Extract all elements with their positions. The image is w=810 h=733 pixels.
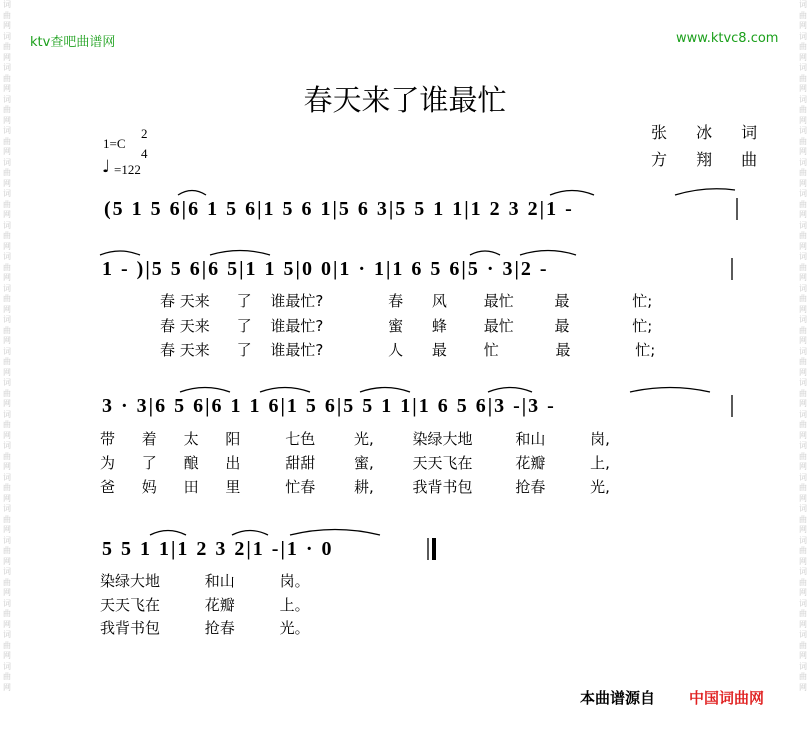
watermark-glyph: 曲: [3, 388, 11, 398]
quarter-note-icon: ♩: [102, 157, 111, 177]
lyric-word: 酿: [183, 454, 199, 472]
watermark-glyph: 曲: [799, 420, 807, 429]
watermark-glyph: 网: [799, 430, 807, 440]
slur-mark: [550, 191, 594, 196]
watermark-glyph: 曲: [799, 294, 807, 303]
watermark-glyph: 词: [3, 504, 11, 513]
watermark-glyph: 词: [3, 283, 11, 293]
watermark-glyph: 曲: [3, 73, 11, 83]
watermark-glyph: 网: [3, 682, 11, 692]
lyric-word: 爸: [100, 478, 116, 496]
lyric-word: 七色: [285, 430, 316, 448]
watermark-glyph: 曲: [3, 136, 11, 146]
lyric-word: 和山: [204, 572, 235, 590]
watermark-glyph: 网: [799, 619, 807, 629]
watermark-glyph: 网: [799, 399, 807, 408]
lyric-word: 忙;: [635, 341, 656, 359]
watermark-glyph: 网: [799, 147, 807, 156]
watermark-glyph: 网: [799, 336, 807, 345]
watermark-glyph: 词: [799, 126, 807, 135]
time-signature-bottom: 4: [141, 146, 148, 161]
watermark-glyph: 曲: [3, 325, 11, 335]
watermark-glyph: 网: [799, 556, 807, 566]
slur-mark: [290, 530, 380, 536]
watermark-glyph: 曲: [799, 546, 807, 555]
watermark-glyph: 网: [3, 147, 11, 156]
lyric-word: 阳: [225, 430, 241, 448]
watermark-glyph: 曲: [3, 105, 11, 114]
watermark-glyph: 曲: [3, 546, 11, 555]
lyric-word: 抢春: [515, 478, 546, 496]
lyric-word: 染绿大地: [100, 572, 161, 590]
watermark-glyph: 网: [3, 399, 11, 408]
lyric-word: 染绿大地: [412, 430, 473, 448]
key-signature: 1=C: [103, 136, 126, 151]
slur-mark: [210, 251, 270, 256]
lyric-word: 光,: [353, 430, 374, 448]
watermark-glyph: 网: [3, 336, 11, 345]
slur-mark: [675, 189, 735, 195]
watermark-glyph: 词: [3, 315, 11, 324]
lyric-word: 蜜,: [353, 454, 374, 472]
lyric-word: 着: [141, 430, 157, 448]
lyric-word: 花瓣: [515, 454, 546, 472]
slur-mark: [260, 388, 310, 393]
slur-mark: [630, 388, 710, 393]
lyric-word: 春: [388, 292, 404, 310]
lyric-word: 了: [236, 292, 252, 310]
composer-credit: 方 翔 曲: [651, 150, 770, 169]
watermark-glyph: 网: [3, 588, 11, 597]
watermark-glyph: 曲: [799, 136, 807, 146]
watermark-glyph: 曲: [3, 514, 11, 524]
watermark-glyph: 网: [3, 430, 11, 440]
site-url-right[interactable]: www.ktvc8.com: [676, 31, 779, 46]
slur-mark: [100, 251, 140, 255]
lyric-word: 了: [236, 317, 252, 335]
notation-line-2: 1 - )|5 5 6|6 5|1 1 5|0 0|1 · 1|1 6 5 6|5 · 3|2 -: [102, 258, 549, 280]
lyric-word: 春 天来: [160, 341, 210, 359]
watermark-glyph: 网: [3, 493, 11, 503]
watermark-glyph: 网: [3, 525, 11, 534]
watermark-glyph: 网: [3, 84, 11, 93]
slur-mark: [488, 388, 532, 393]
lyric-word: 最忙: [483, 292, 514, 310]
watermark-glyph: 网: [3, 21, 11, 30]
watermark-glyph: 网: [799, 84, 807, 93]
watermark-glyph: 曲: [799, 483, 807, 492]
lyric-word: 岗。: [279, 572, 310, 590]
watermark-glyph: 网: [3, 178, 11, 188]
watermark-glyph: 词: [3, 346, 11, 356]
watermark-glyph: 曲: [799, 357, 807, 366]
watermark-glyph: 网: [799, 241, 807, 251]
watermark-glyph: 词: [799, 441, 807, 450]
watermark-glyph: 词: [799, 63, 807, 72]
watermark-glyph: 曲: [3, 231, 11, 240]
watermark-glyph: 曲: [799, 168, 807, 177]
lyric-word: 忙;: [632, 317, 653, 335]
lyric-word: 上。: [279, 596, 310, 614]
watermark-glyph: 曲: [799, 231, 807, 240]
lyric-word: 为: [100, 454, 116, 472]
notation-line-1: (5 1 5 6|6 1 5 6|1 5 6 1|5 6 3|5 5 1 1|1 2 3 2|1 -: [104, 198, 574, 220]
lyric-word: 风: [431, 292, 447, 310]
lyric-word: 里: [225, 478, 241, 496]
watermark-glyph: 词: [3, 535, 11, 545]
lyric-word: 最: [431, 341, 447, 359]
watermark-glyph: 网: [799, 210, 807, 219]
lyric-word: 光。: [279, 619, 310, 637]
watermark-glyph: 词: [3, 409, 11, 419]
lyric-word: 了: [141, 454, 157, 472]
verse-1-line-4: [100, 570, 310, 591]
lyric-word: 最: [555, 341, 571, 359]
lyric-word: 忙;: [632, 292, 653, 310]
watermark-glyph: 网: [799, 493, 807, 503]
watermark-glyph: 词: [799, 535, 807, 545]
watermark-glyph: 网: [3, 367, 11, 377]
slur-mark: [520, 251, 576, 256]
lyric-word: 春 天来: [160, 292, 210, 310]
site-name-left[interactable]: ktv查吧曲谱网: [30, 35, 116, 50]
watermark-glyph: 网: [799, 525, 807, 534]
watermark-glyph: 词: [799, 346, 807, 356]
lyric-word: 我背书包: [100, 619, 161, 637]
notation-line-4: 5 5 1 1|1 2 3 2|1 -|1 · 0: [102, 538, 334, 560]
watermark-glyph: 曲: [3, 294, 11, 303]
watermark-glyph: 词: [3, 220, 11, 230]
watermark-glyph: 曲: [799, 640, 807, 650]
lyric-word: 妈: [141, 478, 157, 496]
watermark-glyph: 曲: [3, 577, 11, 587]
watermark-glyph: 词: [799, 598, 807, 608]
watermark-glyph: 网: [799, 52, 807, 62]
verse-2-line-4: [100, 594, 310, 615]
watermark-glyph: 网: [3, 210, 11, 219]
lyric-word: 天天飞在: [100, 596, 161, 614]
lyric-word: 上,: [590, 454, 610, 472]
watermark-glyph: 词: [799, 567, 807, 576]
lyric-word: 带: [100, 430, 116, 448]
watermark-glyph: 词: [799, 378, 807, 387]
watermark-glyph: 网: [799, 21, 807, 30]
watermark-glyph: 曲: [3, 640, 11, 650]
watermark-glyph: 词: [799, 252, 807, 261]
watermark-glyph: 词: [3, 94, 11, 104]
watermark-glyph: 网: [3, 619, 11, 629]
song-title: 春天来了谁最忙: [303, 83, 507, 117]
slur-mark: [360, 388, 410, 393]
lyric-word: 甜甜: [285, 454, 316, 472]
watermark-glyph: 词: [799, 31, 807, 41]
slur-mark: [470, 251, 500, 255]
lyric-word: 出: [225, 454, 241, 472]
watermark-glyph: 网: [3, 462, 11, 471]
watermark-glyph: 曲: [3, 420, 11, 429]
watermark-glyph: 曲: [3, 483, 11, 492]
watermark-glyph: 曲: [799, 609, 807, 618]
lyric-word: 岗,: [590, 430, 610, 448]
watermark-glyph: 曲: [799, 672, 807, 681]
final-bar-line: [432, 538, 436, 560]
lyric-word: 我背书包: [412, 478, 473, 496]
watermark-glyph: 词: [3, 441, 11, 450]
lyric-word: 人: [388, 341, 404, 359]
watermark-glyph: 网: [799, 304, 807, 314]
watermark-glyph: 词: [3, 252, 11, 261]
watermark-glyph: 词: [799, 315, 807, 324]
slur-mark: [150, 531, 186, 536]
watermark-glyph: 曲: [3, 42, 11, 51]
watermark-glyph: 曲: [3, 199, 11, 209]
verse-3-line-2: [160, 339, 655, 360]
lyric-word: 蜂: [431, 317, 447, 335]
watermark-glyph: 网: [799, 178, 807, 188]
watermark-glyph: 网: [3, 241, 11, 251]
watermark-glyph: 曲: [3, 672, 11, 681]
watermark-glyph: 曲: [3, 10, 11, 20]
lyric-word: 最忙: [483, 317, 514, 335]
watermark-glyph: 网: [3, 556, 11, 566]
watermark-glyph: 词: [799, 504, 807, 513]
lyric-word: 忙: [483, 341, 499, 359]
watermark-glyph: 曲: [3, 168, 11, 177]
lyric-word: 忙春: [285, 478, 316, 496]
watermark-glyph: 曲: [3, 357, 11, 366]
watermark-glyph: 曲: [3, 609, 11, 618]
slur-mark: [180, 388, 230, 393]
lyric-word: 谁最忙?: [270, 317, 324, 335]
lyric-word: 田: [183, 478, 199, 496]
lyric-word: 最: [554, 292, 570, 310]
lyric-word: 谁最忙?: [270, 292, 324, 310]
watermark-glyph: 网: [799, 682, 807, 692]
watermark-glyph: 曲: [799, 262, 807, 272]
watermark-glyph: 曲: [799, 577, 807, 587]
lyric-word: 蜜: [388, 317, 404, 335]
lyric-word: 太: [183, 430, 199, 448]
watermark-glyph: 曲: [799, 42, 807, 51]
slur-mark: [178, 191, 206, 196]
watermark-glyph: 词: [3, 567, 11, 576]
watermark-glyph: 词: [799, 157, 807, 167]
watermark-glyph: 词: [799, 283, 807, 293]
notation-line-3: 3 · 3|6 5 6|6 1 1 6|1 5 6|5 5 1 1|1 6 5 6|3 -|3 -: [102, 395, 556, 417]
slur-mark: [232, 531, 268, 536]
lyric-word: 谁最忙?: [270, 341, 324, 359]
watermark-glyph: 词: [3, 157, 11, 167]
lyric-word: 天天飞在: [412, 454, 473, 472]
watermark-glyph: 网: [3, 115, 11, 125]
watermark-glyph: 曲: [799, 325, 807, 335]
verse-3-line-3: [100, 476, 610, 497]
watermark-glyph: 词: [3, 189, 11, 198]
watermark-glyph: 网: [799, 588, 807, 597]
lyricist-credit: 张 冰 词: [651, 123, 770, 142]
lyric-word: 花瓣: [204, 596, 235, 614]
watermark-glyph: 词: [3, 598, 11, 608]
watermark-glyph: 曲: [799, 199, 807, 209]
watermark-glyph: 曲: [799, 451, 807, 461]
watermark-glyph: 词: [799, 661, 807, 671]
watermark-glyph: 词: [3, 31, 11, 41]
watermark-glyph: 曲: [799, 73, 807, 83]
source-site-link[interactable]: 中国词曲网: [689, 689, 765, 707]
watermark-glyph: 网: [799, 462, 807, 471]
verse-1-line-3: [100, 428, 610, 449]
verse-2-line-3: [100, 452, 610, 473]
watermark-glyph: 曲: [3, 451, 11, 461]
watermark-glyph: 词: [799, 220, 807, 230]
watermark-glyph: 网: [799, 651, 807, 660]
watermark-glyph: 网: [3, 52, 11, 62]
watermark-glyph: 词: [3, 378, 11, 387]
watermark-glyph: 曲: [799, 10, 807, 20]
lyric-word: 光,: [590, 478, 610, 496]
watermark-glyph: 词: [3, 126, 11, 135]
verse-2-line-2: [160, 315, 652, 336]
watermark-glyph: 词: [3, 472, 11, 482]
lyric-word: 抢春: [204, 619, 235, 637]
watermark-glyph: 词: [3, 630, 11, 639]
watermark-glyph: 词: [3, 661, 11, 671]
watermark-glyph: 网: [799, 273, 807, 282]
watermark-glyph: 曲: [799, 514, 807, 524]
lyric-word: 了: [236, 341, 252, 359]
watermark-glyph: 网: [3, 304, 11, 314]
time-signature-top: 2: [141, 126, 148, 141]
watermark-glyph: 网: [799, 115, 807, 125]
watermark-glyph: 网: [3, 273, 11, 282]
verse-1-line-2: [160, 290, 652, 311]
verse-3-line-4: [100, 617, 310, 638]
watermark-glyph: 曲: [3, 262, 11, 272]
watermark-glyph: 曲: [799, 105, 807, 114]
watermark-glyph: 词: [799, 472, 807, 482]
tempo-marking: =122: [114, 162, 141, 177]
source-label: 本曲谱源自: [580, 689, 656, 707]
watermark-glyph: 词: [799, 94, 807, 104]
watermark-glyph: 词: [799, 630, 807, 639]
watermark-glyph: 词: [799, 189, 807, 198]
watermark-glyph: 网: [3, 651, 11, 660]
lyric-word: 耕,: [353, 478, 374, 496]
lyric-word: 春 天来: [160, 317, 210, 335]
watermark-glyph: 词: [3, 0, 11, 9]
watermark-glyph: 曲: [799, 388, 807, 398]
watermark-glyph: 词: [799, 409, 807, 419]
watermark-glyph: 网: [799, 367, 807, 377]
watermark-glyph: 词: [799, 0, 807, 9]
watermark-glyph: 词: [3, 63, 11, 72]
lyric-word: 最: [554, 317, 570, 335]
lyric-word: 和山: [515, 430, 546, 448]
